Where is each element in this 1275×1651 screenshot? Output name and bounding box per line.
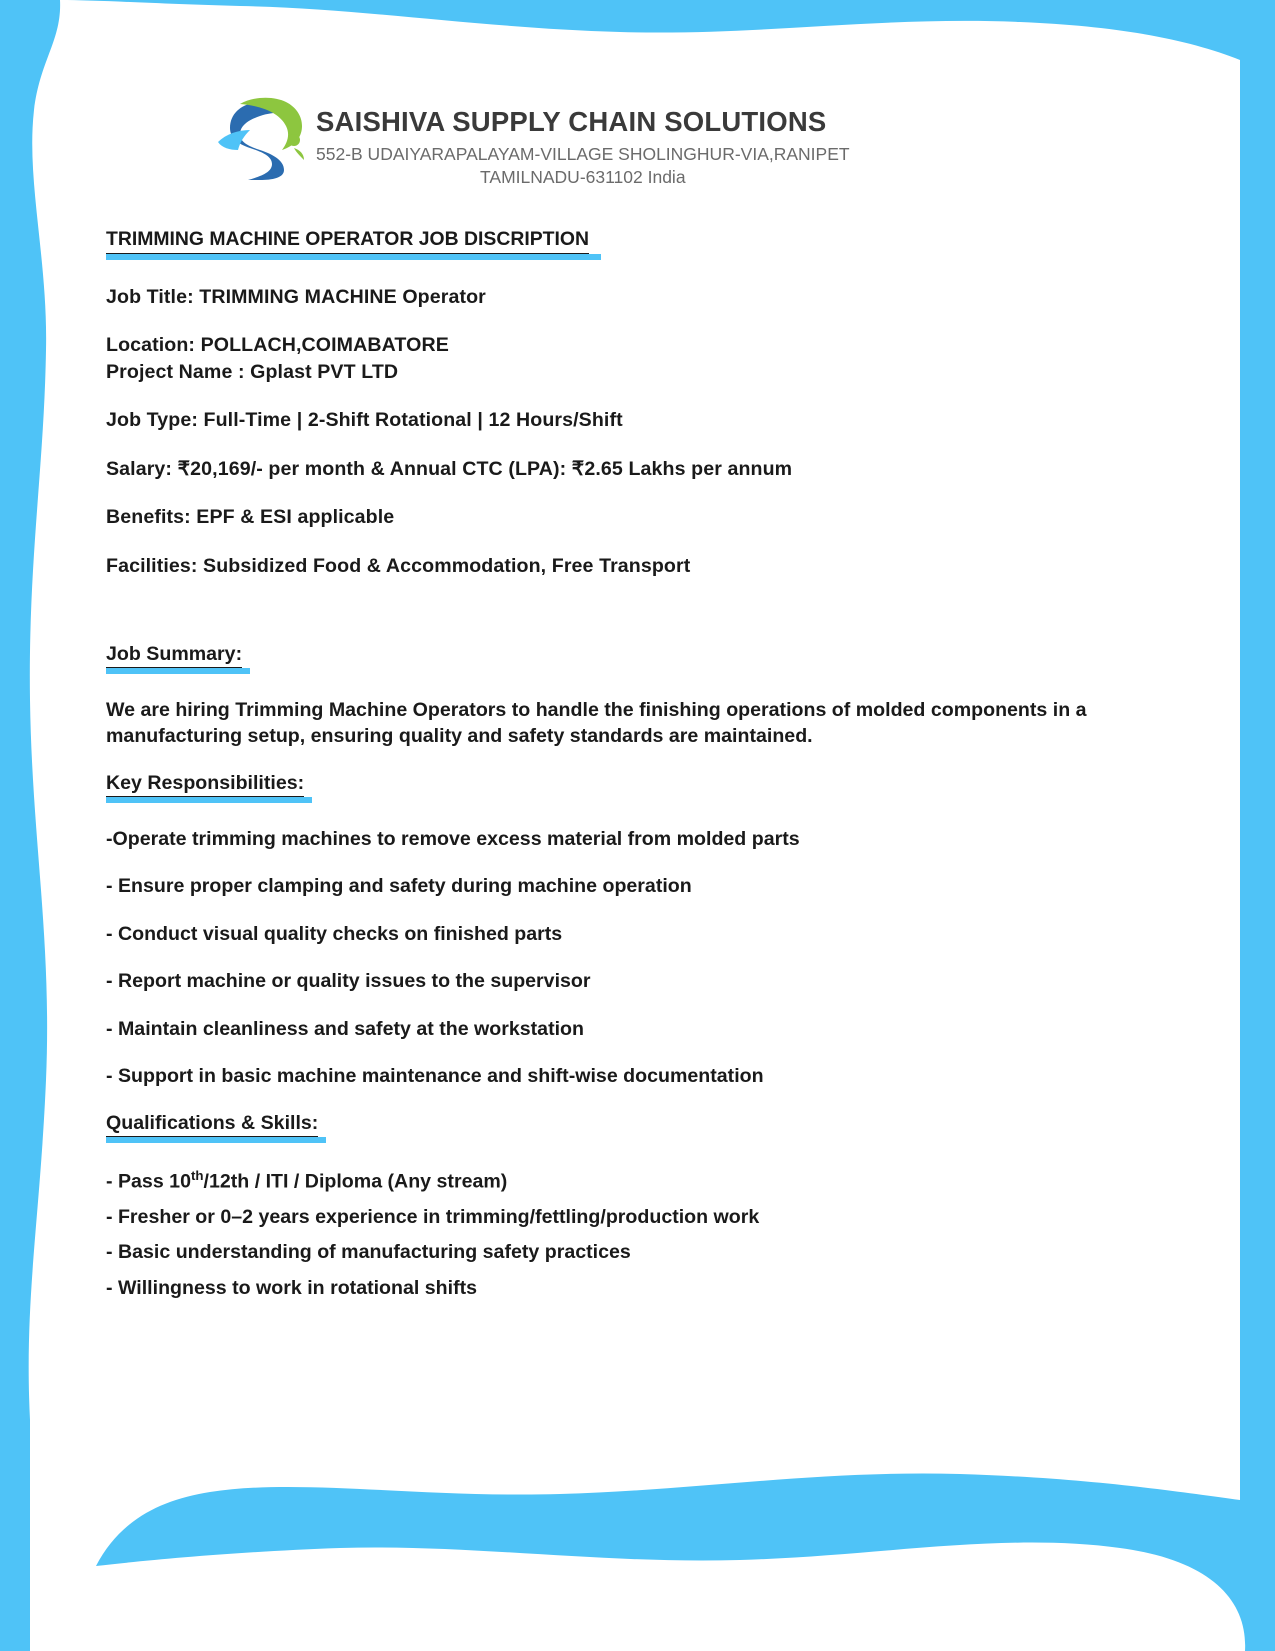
list-item: - Basic understanding of manufacturing safety practices (106, 1241, 631, 1264)
field-salary: Salary: ₹20,169/- per month & Annual CTC (LPA): ₹2.65 Lakhs per annum (106, 457, 793, 480)
heading-job-summary: Job Summary: (106, 643, 242, 668)
document-title-wrap (106, 228, 1171, 254)
list-item: - Willingness to work in rotational shifts (106, 1276, 478, 1299)
section-qualifications-skills (106, 1112, 1171, 1137)
heading-key-responsibilities: Key Responsibilities: (106, 772, 304, 797)
field-job-title: Job Title: TRIMMING MACHINE Operator (106, 286, 486, 308)
field-location: Location: POLLACH,COIMABATORE (106, 334, 449, 357)
heading-qualifications-skills: Qualifications & Skills: (106, 1112, 318, 1137)
field-benefits: Benefits: EPF & ESI applicable (106, 506, 395, 529)
list-item: - Fresher or 0–2 years experience in trimming/fettling/production work (106, 1205, 760, 1228)
list-item: - Maintain cleanliness and safety at the workstation (106, 1017, 584, 1040)
company-address-line2: TAMILNADU-631102 India (480, 166, 686, 187)
section-key-responsibilities (106, 772, 1171, 797)
list-item: - Ensure proper clamping and safety during machine operation (106, 875, 692, 898)
section-job-summary (106, 643, 1171, 668)
document-body (106, 228, 1171, 1301)
list-item: - Report machine or quality issues to the supervisor (106, 970, 591, 993)
list-item: - Pass 10th/12th / ITI / Diploma (Any stream) (106, 1167, 508, 1193)
company-address-line1: 552-B UDAIYARAPALAYAM-VILLAGE SHOLINGHUR-VIA,RANIPET (316, 143, 850, 164)
document-header (210, 92, 1110, 188)
field-project-name: Project Name : Gplast PVT LTD (106, 360, 399, 383)
document-title: TRIMMING MACHINE OPERATOR JOB DISCRIPTION (106, 228, 589, 254)
list-item: -Operate trimming machines to remove excess material from molded parts (106, 827, 800, 850)
paragraph-job-summary: We are hiring Trimming Machine Operators to handle the finishing operations of molded components in a manufacturing setup, ensuring quality and safety standards are maintained. (106, 699, 1087, 747)
list-item: - Conduct visual quality checks on finished parts (106, 922, 563, 945)
list-item: - Support in basic machine maintenance and shift-wise documentation (106, 1065, 764, 1088)
company-name: SAISHIVA SUPPLY CHAIN SOLUTIONS (316, 106, 827, 137)
field-facilities: Facilities: Subsidized Food & Accommodation, Free Transport (106, 554, 691, 577)
saishiva-logo-icon (210, 92, 310, 184)
field-job-type: Job Type: Full-Time | 2-Shift Rotational | 12 Hours/Shift (106, 409, 623, 432)
